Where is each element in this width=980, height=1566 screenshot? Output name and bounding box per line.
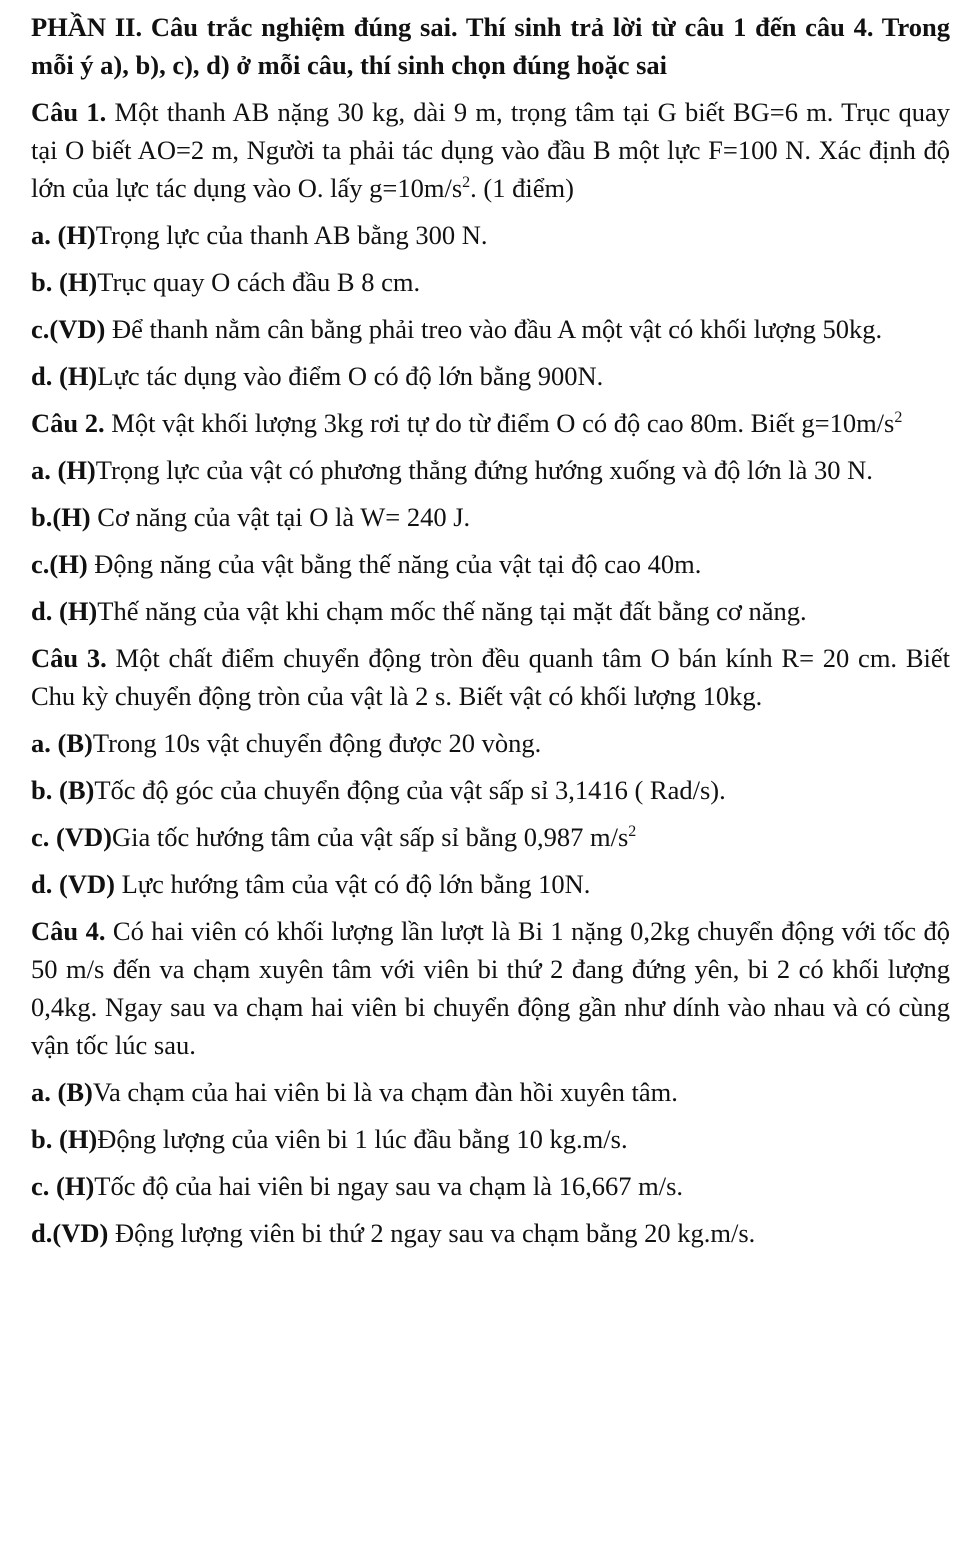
option-d [31,592,950,630]
option-b [31,1120,950,1158]
option-text: Lực hướng tâm của vật có độ lớn bằng 10N. [114,869,591,899]
question-text: Một chất điểm chuyển động tròn đều quanh tâm O bán kính R= 20 cm. Biết Chu kỳ chuyển động tròn của vật là 2 s. Biết vật có khối lượng 10kg. [31,643,950,711]
option-b [31,263,950,301]
option-letter: a. [31,1077,58,1107]
option-text: Trong 10s vật chuyển động được 20 vòng. [92,728,542,758]
option-text: Tốc độ góc của chuyển động của vật sấp sỉ 3,1416 ( Rad/s). [94,775,726,805]
question-text: Một vật khối lượng 3kg rơi tự do từ điểm O có độ cao 80m. Biết g=10m/s [104,408,895,438]
superscript: 2 [628,823,637,840]
option-d [31,1214,950,1252]
option-a [31,451,950,489]
option-level-tag: (H) [59,361,98,391]
option-letter: b. [31,775,59,805]
option-level-tag: (H) [57,220,96,250]
option-text: Động lượng của viên bi 1 lúc đầu bằng 10 kg.m/s. [97,1124,628,1154]
option-letter: c. [31,1171,57,1201]
option-level-tag: (H) [57,455,96,485]
option-level-tag: (H) [59,596,98,626]
option-level-tag: (H) [52,502,91,532]
option-c [31,545,950,583]
question-text-end: . (1 điểm) [470,173,574,203]
option-c [31,1167,950,1205]
option-letter: c. [31,549,50,579]
question-text: Có hai viên có khối lượng lần lượt là Bi 1 nặng 0,2kg chuyển động với tốc độ 50 m/s đến va chạm xuyên tâm với viên bi thứ 2 đang đứng yên, bi 2 có khối lượng 0,4kg. Ngay sau va chạm hai viên bi chuyển động gần như dính vào nhau và có cùng vận tốc lúc sau. [31,916,950,1060]
option-letter: b. [31,267,59,297]
question-stem [31,912,950,1064]
option-text: Động năng của vật bằng thế năng của vật tại độ cao 40m. [87,549,702,579]
question-label: Câu 3. [31,643,107,673]
option-letter: d. [31,361,59,391]
option-text: Động lượng viên bi thứ 2 ngay sau va chạm bằng 20 kg.m/s. [108,1218,756,1248]
question-3 [31,639,950,903]
option-letter: a. [31,455,58,485]
question-text: Một thanh AB nặng 30 kg, dài 9 m, trọng tâm tại G biết BG=6 m. Trục quay tại O biết AO=2 m, Người ta phải tác dụng vào đầu B một lực F=100 N. Xác định độ lớn của lực tác dụng vào O. lấy g=10m/s [31,97,950,203]
option-letter: c. [31,822,57,852]
option-letter: b. [31,1124,59,1154]
option-text: Cơ năng của vật tại O là W= 240 J. [90,502,471,532]
option-letter: a. [31,220,58,250]
question-stem [31,639,950,715]
question-label: Câu 2. [31,408,105,438]
option-level-tag: (B) [59,775,95,805]
option-level-tag: (H) [49,549,88,579]
question-label: Câu 1. [31,97,107,127]
option-level-tag: (VD) [56,822,112,852]
option-level-tag: (VD) [49,314,106,344]
option-letter: c. [31,314,50,344]
superscript: 2 [462,174,471,191]
option-level-tag: (H) [59,267,98,297]
question-label: Câu 4. [31,916,106,946]
option-text: Để thanh nằm cân bằng phải treo vào đầu A một vật có khối lượng 50kg. [105,314,883,344]
option-c [31,818,950,856]
option-text: Trục quay O cách đầu B 8 cm. [97,267,421,297]
option-text: Tốc độ của hai viên bi ngay sau va chạm là 16,667 m/s. [94,1171,684,1201]
option-text: Trọng lực của thanh AB bằng 300 N. [95,220,488,250]
question-4 [31,912,950,1252]
option-text: Va chạm của hai viên bi là va chạm đàn hồi xuyên tâm. [92,1077,678,1107]
question-stem [31,93,950,207]
section-heading: PHẦN II. Câu trắc nghiệm đúng sai. Thí sinh trả lời từ câu 1 đến câu 4. Trong mỗi ý a), b), c), d) ở mỗi câu, thí sinh chọn đúng hoặc sai [31,12,950,80]
option-a [31,1073,950,1111]
question-1 [31,93,950,395]
option-level-tag: (H) [59,1124,98,1154]
option-d [31,865,950,903]
option-b [31,771,950,809]
question-stem [31,404,950,442]
option-b [31,498,950,536]
option-level-tag: (B) [57,1077,93,1107]
option-level-tag: (VD) [52,1218,109,1248]
option-letter: a. [31,728,58,758]
option-letter: b. [31,502,53,532]
option-c [31,310,950,348]
option-level-tag: (H) [56,1171,95,1201]
option-level-tag: (B) [57,728,93,758]
option-level-tag: (VD) [59,869,115,899]
option-d [31,357,950,395]
option-text: Lực tác dụng vào điểm O có độ lớn bằng 900N. [97,361,604,391]
option-text: Trọng lực của vật có phương thẳng đứng hướng xuống và độ lớn là 30 N. [95,455,873,485]
option-text: Gia tốc hướng tâm của vật sấp sỉ bằng 0,987 m/s [111,822,629,852]
superscript: 2 [894,409,903,426]
option-letter: d. [31,596,59,626]
option-a [31,216,950,254]
option-letter: d. [31,1218,53,1248]
question-2 [31,404,950,630]
option-a [31,724,950,762]
option-text: Thế năng của vật khi chạm mốc thế năng tại mặt đất bằng cơ năng. [97,596,807,626]
option-letter: d. [31,869,59,899]
